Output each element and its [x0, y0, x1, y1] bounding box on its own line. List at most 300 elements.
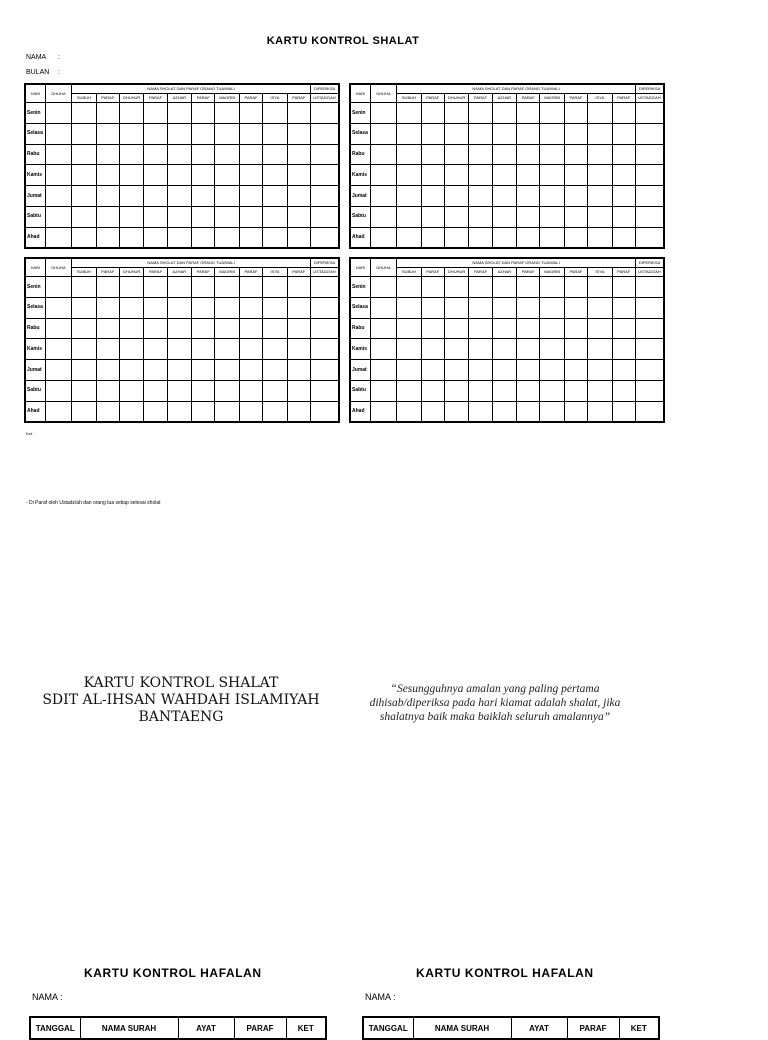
check-cell[interactable]: [370, 206, 396, 227]
check-cell[interactable]: [588, 165, 612, 186]
check-cell[interactable]: [96, 186, 119, 207]
check-cell[interactable]: [370, 380, 396, 401]
check-cell[interactable]: [444, 227, 468, 248]
check-cell[interactable]: [635, 123, 664, 144]
check-cell[interactable]: [540, 401, 564, 422]
check-cell[interactable]: [167, 186, 191, 207]
check-cell[interactable]: [215, 103, 239, 124]
check-cell[interactable]: [635, 227, 664, 248]
check-cell[interactable]: [239, 206, 262, 227]
check-cell[interactable]: [239, 380, 262, 401]
check-cell[interactable]: [96, 339, 119, 360]
check-cell[interactable]: [72, 380, 96, 401]
check-cell[interactable]: [421, 360, 444, 381]
check-cell[interactable]: [612, 339, 635, 360]
check-cell[interactable]: [612, 165, 635, 186]
check-cell[interactable]: [517, 318, 540, 339]
check-cell[interactable]: [287, 103, 310, 124]
check-cell[interactable]: [167, 401, 191, 422]
check-cell[interactable]: [635, 144, 664, 165]
check-cell[interactable]: [287, 186, 310, 207]
check-cell[interactable]: [588, 227, 612, 248]
check-cell[interactable]: [310, 297, 339, 318]
check-cell[interactable]: [263, 103, 287, 124]
check-cell[interactable]: [287, 339, 310, 360]
check-cell[interactable]: [421, 401, 444, 422]
check-cell[interactable]: [167, 165, 191, 186]
check-cell[interactable]: [397, 165, 421, 186]
check-cell[interactable]: [287, 165, 310, 186]
check-cell[interactable]: [517, 103, 540, 124]
check-cell[interactable]: [370, 144, 396, 165]
check-cell[interactable]: [215, 186, 239, 207]
check-cell[interactable]: [192, 297, 215, 318]
check-cell[interactable]: [492, 401, 516, 422]
check-cell[interactable]: [612, 227, 635, 248]
check-cell[interactable]: [444, 206, 468, 227]
check-cell[interactable]: [469, 227, 492, 248]
check-cell[interactable]: [517, 165, 540, 186]
check-cell[interactable]: [144, 206, 167, 227]
check-cell[interactable]: [119, 123, 143, 144]
check-cell[interactable]: [215, 206, 239, 227]
check-cell[interactable]: [144, 277, 167, 298]
check-cell[interactable]: [444, 380, 468, 401]
check-cell[interactable]: [215, 360, 239, 381]
check-cell[interactable]: [215, 165, 239, 186]
check-cell[interactable]: [96, 144, 119, 165]
check-cell[interactable]: [263, 380, 287, 401]
check-cell[interactable]: [310, 277, 339, 298]
check-cell[interactable]: [444, 186, 468, 207]
check-cell[interactable]: [612, 186, 635, 207]
check-cell[interactable]: [72, 123, 96, 144]
check-cell[interactable]: [492, 123, 516, 144]
check-cell[interactable]: [612, 206, 635, 227]
check-cell[interactable]: [540, 206, 564, 227]
check-cell[interactable]: [469, 103, 492, 124]
check-cell[interactable]: [492, 165, 516, 186]
check-cell[interactable]: [588, 318, 612, 339]
check-cell[interactable]: [239, 165, 262, 186]
check-cell[interactable]: [397, 297, 421, 318]
check-cell[interactable]: [215, 277, 239, 298]
check-cell[interactable]: [192, 318, 215, 339]
check-cell[interactable]: [540, 360, 564, 381]
check-cell[interactable]: [421, 318, 444, 339]
check-cell[interactable]: [310, 123, 339, 144]
check-cell[interactable]: [444, 123, 468, 144]
check-cell[interactable]: [45, 401, 71, 422]
check-cell[interactable]: [397, 277, 421, 298]
check-cell[interactable]: [144, 318, 167, 339]
check-cell[interactable]: [72, 206, 96, 227]
check-cell[interactable]: [370, 186, 396, 207]
check-cell[interactable]: [421, 165, 444, 186]
check-cell[interactable]: [263, 297, 287, 318]
check-cell[interactable]: [421, 339, 444, 360]
check-cell[interactable]: [144, 297, 167, 318]
check-cell[interactable]: [564, 339, 587, 360]
check-cell[interactable]: [239, 401, 262, 422]
check-cell[interactable]: [540, 318, 564, 339]
check-cell[interactable]: [239, 277, 262, 298]
check-cell[interactable]: [310, 103, 339, 124]
check-cell[interactable]: [45, 206, 71, 227]
check-cell[interactable]: [492, 277, 516, 298]
check-cell[interactable]: [310, 339, 339, 360]
check-cell[interactable]: [287, 206, 310, 227]
check-cell[interactable]: [421, 123, 444, 144]
check-cell[interactable]: [263, 144, 287, 165]
check-cell[interactable]: [287, 297, 310, 318]
check-cell[interactable]: [370, 123, 396, 144]
check-cell[interactable]: [119, 144, 143, 165]
check-cell[interactable]: [144, 339, 167, 360]
check-cell[interactable]: [517, 206, 540, 227]
check-cell[interactable]: [421, 144, 444, 165]
check-cell[interactable]: [215, 144, 239, 165]
check-cell[interactable]: [239, 339, 262, 360]
check-cell[interactable]: [167, 103, 191, 124]
check-cell[interactable]: [564, 401, 587, 422]
check-cell[interactable]: [635, 277, 664, 298]
check-cell[interactable]: [310, 186, 339, 207]
check-cell[interactable]: [263, 360, 287, 381]
check-cell[interactable]: [370, 339, 396, 360]
check-cell[interactable]: [517, 186, 540, 207]
check-cell[interactable]: [72, 297, 96, 318]
check-cell[interactable]: [469, 123, 492, 144]
check-cell[interactable]: [239, 227, 262, 248]
check-cell[interactable]: [263, 186, 287, 207]
check-cell[interactable]: [444, 401, 468, 422]
check-cell[interactable]: [540, 186, 564, 207]
check-cell[interactable]: [310, 206, 339, 227]
check-cell[interactable]: [119, 206, 143, 227]
check-cell[interactable]: [635, 103, 664, 124]
check-cell[interactable]: [215, 297, 239, 318]
check-cell[interactable]: [310, 360, 339, 381]
check-cell[interactable]: [192, 380, 215, 401]
check-cell[interactable]: [119, 380, 143, 401]
check-cell[interactable]: [45, 380, 71, 401]
check-cell[interactable]: [469, 380, 492, 401]
check-cell[interactable]: [45, 297, 71, 318]
check-cell[interactable]: [45, 103, 71, 124]
check-cell[interactable]: [167, 339, 191, 360]
check-cell[interactable]: [239, 123, 262, 144]
check-cell[interactable]: [287, 123, 310, 144]
check-cell[interactable]: [635, 206, 664, 227]
check-cell[interactable]: [397, 360, 421, 381]
check-cell[interactable]: [612, 297, 635, 318]
check-cell[interactable]: [492, 186, 516, 207]
check-cell[interactable]: [263, 318, 287, 339]
check-cell[interactable]: [397, 186, 421, 207]
check-cell[interactable]: [192, 206, 215, 227]
check-cell[interactable]: [469, 360, 492, 381]
check-cell[interactable]: [167, 144, 191, 165]
check-cell[interactable]: [564, 318, 587, 339]
check-cell[interactable]: [469, 206, 492, 227]
check-cell[interactable]: [564, 227, 587, 248]
check-cell[interactable]: [263, 277, 287, 298]
check-cell[interactable]: [72, 339, 96, 360]
check-cell[interactable]: [444, 103, 468, 124]
check-cell[interactable]: [96, 123, 119, 144]
check-cell[interactable]: [564, 297, 587, 318]
check-cell[interactable]: [635, 297, 664, 318]
check-cell[interactable]: [167, 277, 191, 298]
check-cell[interactable]: [397, 144, 421, 165]
check-cell[interactable]: [287, 227, 310, 248]
check-cell[interactable]: [144, 360, 167, 381]
check-cell[interactable]: [119, 165, 143, 186]
check-cell[interactable]: [192, 144, 215, 165]
check-cell[interactable]: [192, 103, 215, 124]
check-cell[interactable]: [588, 144, 612, 165]
check-cell[interactable]: [72, 103, 96, 124]
check-cell[interactable]: [239, 186, 262, 207]
check-cell[interactable]: [45, 123, 71, 144]
check-cell[interactable]: [96, 380, 119, 401]
check-cell[interactable]: [492, 297, 516, 318]
check-cell[interactable]: [540, 277, 564, 298]
check-cell[interactable]: [564, 144, 587, 165]
check-cell[interactable]: [96, 165, 119, 186]
check-cell[interactable]: [96, 401, 119, 422]
check-cell[interactable]: [564, 123, 587, 144]
check-cell[interactable]: [492, 318, 516, 339]
check-cell[interactable]: [588, 360, 612, 381]
check-cell[interactable]: [540, 123, 564, 144]
check-cell[interactable]: [263, 401, 287, 422]
check-cell[interactable]: [612, 277, 635, 298]
check-cell[interactable]: [540, 165, 564, 186]
check-cell[interactable]: [517, 297, 540, 318]
check-cell[interactable]: [469, 186, 492, 207]
check-cell[interactable]: [397, 206, 421, 227]
check-cell[interactable]: [119, 186, 143, 207]
check-cell[interactable]: [517, 144, 540, 165]
check-cell[interactable]: [564, 165, 587, 186]
check-cell[interactable]: [215, 380, 239, 401]
check-cell[interactable]: [540, 297, 564, 318]
check-cell[interactable]: [167, 360, 191, 381]
check-cell[interactable]: [469, 339, 492, 360]
check-cell[interactable]: [370, 277, 396, 298]
check-cell[interactable]: [421, 103, 444, 124]
check-cell[interactable]: [588, 380, 612, 401]
check-cell[interactable]: [469, 297, 492, 318]
check-cell[interactable]: [119, 103, 143, 124]
check-cell[interactable]: [310, 401, 339, 422]
check-cell[interactable]: [370, 360, 396, 381]
check-cell[interactable]: [588, 297, 612, 318]
check-cell[interactable]: [397, 380, 421, 401]
check-cell[interactable]: [492, 206, 516, 227]
check-cell[interactable]: [310, 318, 339, 339]
check-cell[interactable]: [310, 144, 339, 165]
check-cell[interactable]: [421, 206, 444, 227]
check-cell[interactable]: [144, 186, 167, 207]
check-cell[interactable]: [517, 123, 540, 144]
check-cell[interactable]: [144, 144, 167, 165]
check-cell[interactable]: [635, 339, 664, 360]
check-cell[interactable]: [239, 360, 262, 381]
check-cell[interactable]: [469, 318, 492, 339]
check-cell[interactable]: [263, 227, 287, 248]
check-cell[interactable]: [469, 401, 492, 422]
check-cell[interactable]: [444, 165, 468, 186]
check-cell[interactable]: [612, 401, 635, 422]
check-cell[interactable]: [192, 123, 215, 144]
check-cell[interactable]: [215, 318, 239, 339]
check-cell[interactable]: [588, 277, 612, 298]
check-cell[interactable]: [492, 103, 516, 124]
check-cell[interactable]: [72, 165, 96, 186]
check-cell[interactable]: [96, 277, 119, 298]
check-cell[interactable]: [540, 339, 564, 360]
check-cell[interactable]: [588, 186, 612, 207]
check-cell[interactable]: [215, 339, 239, 360]
check-cell[interactable]: [263, 339, 287, 360]
check-cell[interactable]: [72, 401, 96, 422]
check-cell[interactable]: [119, 318, 143, 339]
check-cell[interactable]: [492, 227, 516, 248]
check-cell[interactable]: [397, 123, 421, 144]
check-cell[interactable]: [397, 401, 421, 422]
check-cell[interactable]: [564, 206, 587, 227]
check-cell[interactable]: [492, 339, 516, 360]
check-cell[interactable]: [469, 277, 492, 298]
check-cell[interactable]: [45, 165, 71, 186]
check-cell[interactable]: [45, 318, 71, 339]
check-cell[interactable]: [540, 380, 564, 401]
check-cell[interactable]: [370, 318, 396, 339]
check-cell[interactable]: [239, 144, 262, 165]
check-cell[interactable]: [167, 318, 191, 339]
check-cell[interactable]: [635, 401, 664, 422]
check-cell[interactable]: [370, 297, 396, 318]
check-cell[interactable]: [588, 103, 612, 124]
check-cell[interactable]: [119, 277, 143, 298]
check-cell[interactable]: [72, 227, 96, 248]
check-cell[interactable]: [192, 277, 215, 298]
check-cell[interactable]: [492, 360, 516, 381]
check-cell[interactable]: [215, 123, 239, 144]
check-cell[interactable]: [421, 380, 444, 401]
check-cell[interactable]: [310, 227, 339, 248]
check-cell[interactable]: [287, 401, 310, 422]
check-cell[interactable]: [397, 227, 421, 248]
check-cell[interactable]: [119, 360, 143, 381]
check-cell[interactable]: [263, 123, 287, 144]
check-cell[interactable]: [287, 277, 310, 298]
check-cell[interactable]: [492, 380, 516, 401]
check-cell[interactable]: [192, 227, 215, 248]
check-cell[interactable]: [588, 123, 612, 144]
check-cell[interactable]: [397, 339, 421, 360]
check-cell[interactable]: [263, 206, 287, 227]
check-cell[interactable]: [370, 165, 396, 186]
check-cell[interactable]: [45, 277, 71, 298]
check-cell[interactable]: [444, 318, 468, 339]
check-cell[interactable]: [421, 297, 444, 318]
check-cell[interactable]: [564, 380, 587, 401]
check-cell[interactable]: [45, 227, 71, 248]
check-cell[interactable]: [167, 206, 191, 227]
check-cell[interactable]: [517, 360, 540, 381]
check-cell[interactable]: [72, 277, 96, 298]
check-cell[interactable]: [287, 144, 310, 165]
check-cell[interactable]: [45, 339, 71, 360]
check-cell[interactable]: [192, 339, 215, 360]
check-cell[interactable]: [540, 103, 564, 124]
check-cell[interactable]: [469, 144, 492, 165]
check-cell[interactable]: [215, 401, 239, 422]
check-cell[interactable]: [72, 186, 96, 207]
check-cell[interactable]: [96, 297, 119, 318]
check-cell[interactable]: [564, 277, 587, 298]
check-cell[interactable]: [612, 380, 635, 401]
check-cell[interactable]: [635, 186, 664, 207]
check-cell[interactable]: [517, 401, 540, 422]
check-cell[interactable]: [287, 318, 310, 339]
check-cell[interactable]: [96, 360, 119, 381]
check-cell[interactable]: [421, 277, 444, 298]
check-cell[interactable]: [540, 227, 564, 248]
check-cell[interactable]: [96, 227, 119, 248]
check-cell[interactable]: [192, 186, 215, 207]
check-cell[interactable]: [239, 318, 262, 339]
check-cell[interactable]: [564, 186, 587, 207]
check-cell[interactable]: [144, 380, 167, 401]
check-cell[interactable]: [96, 103, 119, 124]
check-cell[interactable]: [96, 318, 119, 339]
check-cell[interactable]: [192, 165, 215, 186]
check-cell[interactable]: [144, 123, 167, 144]
check-cell[interactable]: [564, 103, 587, 124]
check-cell[interactable]: [517, 380, 540, 401]
check-cell[interactable]: [635, 360, 664, 381]
check-cell[interactable]: [635, 380, 664, 401]
check-cell[interactable]: [215, 227, 239, 248]
check-cell[interactable]: [263, 165, 287, 186]
check-cell[interactable]: [492, 144, 516, 165]
check-cell[interactable]: [239, 103, 262, 124]
check-cell[interactable]: [167, 123, 191, 144]
check-cell[interactable]: [287, 360, 310, 381]
check-cell[interactable]: [517, 227, 540, 248]
check-cell[interactable]: [612, 123, 635, 144]
check-cell[interactable]: [167, 380, 191, 401]
check-cell[interactable]: [192, 401, 215, 422]
check-cell[interactable]: [144, 401, 167, 422]
check-cell[interactable]: [192, 360, 215, 381]
check-cell[interactable]: [310, 380, 339, 401]
check-cell[interactable]: [45, 360, 71, 381]
check-cell[interactable]: [144, 165, 167, 186]
check-cell[interactable]: [72, 318, 96, 339]
check-cell[interactable]: [444, 277, 468, 298]
check-cell[interactable]: [310, 165, 339, 186]
check-cell[interactable]: [588, 206, 612, 227]
check-cell[interactable]: [444, 144, 468, 165]
check-cell[interactable]: [167, 227, 191, 248]
check-cell[interactable]: [635, 318, 664, 339]
